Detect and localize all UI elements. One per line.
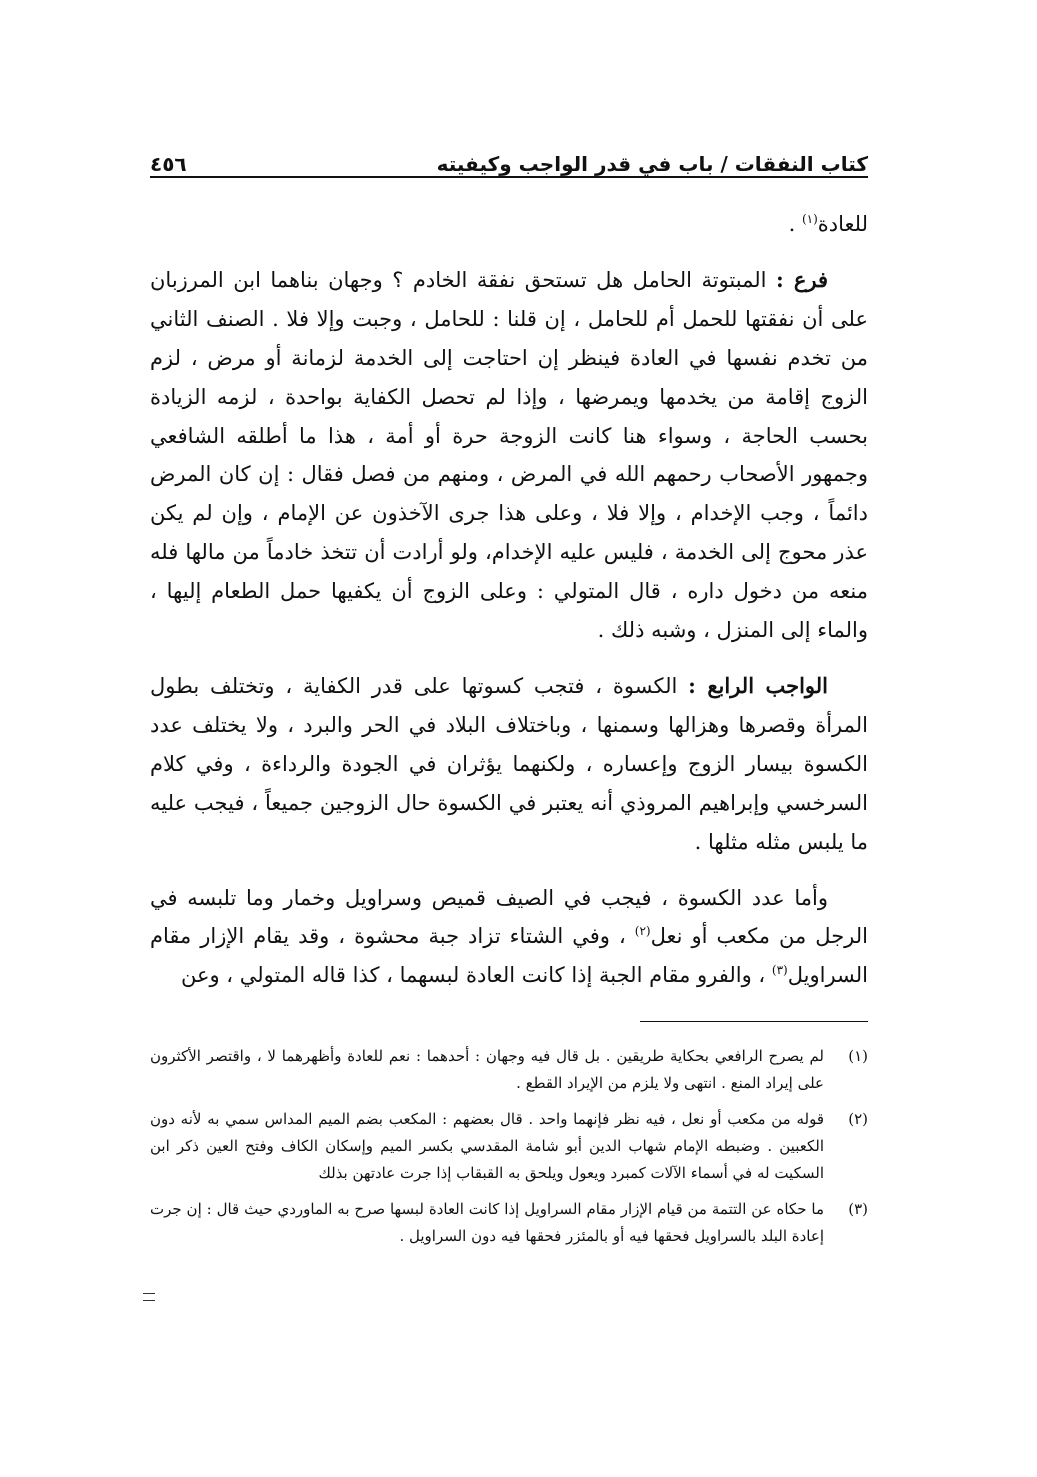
footnote-separator xyxy=(640,1021,868,1022)
paragraph-1 xyxy=(150,261,868,650)
p2-text: الكسوة ، فتجب كسوتها على قدر الكفاية ، وتختلف بطول المرأة وقصرها وهزالها وسمنها ، وباختلاف البلاد في الحر والبرد ، ولا يختلف عدد الكسوة بيسار الزوج وإعساره ، ولكنهما يؤثران في الجودة والرداءة ، وفي كلام السرخسي وإبراهيم المروذي أنه يعتبر في الكسوة حال الزوجين جميعاً ، فيجب عليه ما يلبس مثله مثلها . xyxy=(150,673,868,854)
footnote-text: لم يصرح الرافعي بحكاية طريقين . بل قال فيه وجهان : أحدهما : نعم للعادة وأظهرهما لا ، واقتصر الأكثرون على إيراد المنع . انتهى ولا يلزم من الإيراد القطع . xyxy=(150,1047,824,1092)
p3-text-a: وأما عدد الكسوة ، فيجب في الصيف قميص وسراويل وخمار وما تلبسه في الرجل من مكعب أو نعل xyxy=(150,885,868,949)
paragraph-3 xyxy=(150,879,868,996)
footnote-number: (٣) xyxy=(848,1200,868,1218)
footnote-number: (١) xyxy=(848,1047,868,1065)
paragraph-0 xyxy=(150,205,868,244)
running-title: كتاب النفقات / باب في قدر الواجب وكيفيته xyxy=(436,152,868,176)
paragraph-2 xyxy=(150,667,868,862)
footnote-ref-3: (٣) xyxy=(771,963,788,978)
footnote-text: قوله من مكعب أو نعل ، فيه نظر فإنهما واحد . قال بعضهم : المكعب بضم الميم المداس سمي به لأنه دون الكعبين . وضبطه الإمام شهاب الدين أبو شامة المقدسي بكسر الميم وإسكان الكاف وفتح العين ذكر ابن السكيت له في أسماء الآلات كمبرد ويعول ويلحق به القبقاب إذا جرت عادتهن بذلك xyxy=(150,1110,824,1182)
p3-text-c: ، والفرو مقام الجبة إذا كانت العادة لبسهما ، كذا قاله المتولي ، وعن xyxy=(180,963,772,988)
running-header xyxy=(150,128,868,176)
footnotes xyxy=(150,1043,868,1259)
p0-text: للعادة xyxy=(817,212,868,236)
footnote-ref-2: (٢) xyxy=(634,924,651,939)
continuation-mark xyxy=(143,1293,155,1301)
footnote-text: ما حكاه عن التتمة من قيام الإزار مقام السراويل إذا كانت العادة لبسها صرح به الماوردي حيث قال : إن جرت إعادة البلد بالسراويل فحقها فيه أو بالمئزر فحقها فيه دون السراويل . xyxy=(150,1200,824,1245)
p2-lead: الواجب الرابع : xyxy=(688,672,829,698)
footnote-ref-1: (١) xyxy=(801,212,818,226)
main-text xyxy=(150,205,868,995)
p1-lead: فرع : xyxy=(775,266,829,292)
footnote-2 xyxy=(150,1106,868,1187)
p1-text: المبتوتة الحامل هل تستحق نفقة الخادم ؟ وجهان بناهما ابن المرزبان على أن نفقتها للحمل أم للحامل ، إن قلنا : للحامل ، وجبت وإلا فلا . الصنف الثاني من تخدم نفسها في العادة فينظر إن احتاجت إلى الخدمة لزمانة أو مرض ، لزم الزوج إقامة من يخدمها ويمرضها ، وإذا لم تحصل الكفاية بواحدة ، لزمه الزيادة بحسب الحاجة ، وسواء هنا كانت الزوجة حرة أو أمة ، هذا ما أطلقه الشافعي وجمهور الأصحاب رحمهم الله في المرض ، ومنهم من فصل فقال : إن كان المرض دائماً ، وجب الإخدام ، وإلا فلا ، وعلى هذا جرى الآخذون عن الإمام ، وإن لم يكن عذر محوج إلى الخدمة ، فليس عليه الإخدام، ولو أرادت أن تتخذ خادماً من مالها فله منعه من دخول داره ، قال المتولي : وعلى الزوج أن يكفيها حمل الطعام إليها ، والماء إلى المنزل ، وشبه ذلك . xyxy=(150,267,868,643)
header-rule xyxy=(150,176,868,178)
footnote-3 xyxy=(150,1196,868,1250)
p3-text-b: ، وفي الشتاء تزاد جبة محشوة ، وقد يقام الإزار مقام السراويل xyxy=(150,924,868,988)
footnote-number: (٢) xyxy=(848,1110,868,1128)
page-number: ٤٥٦ xyxy=(150,152,187,176)
footnote-1 xyxy=(150,1043,868,1097)
p0-tail: . xyxy=(788,212,802,236)
